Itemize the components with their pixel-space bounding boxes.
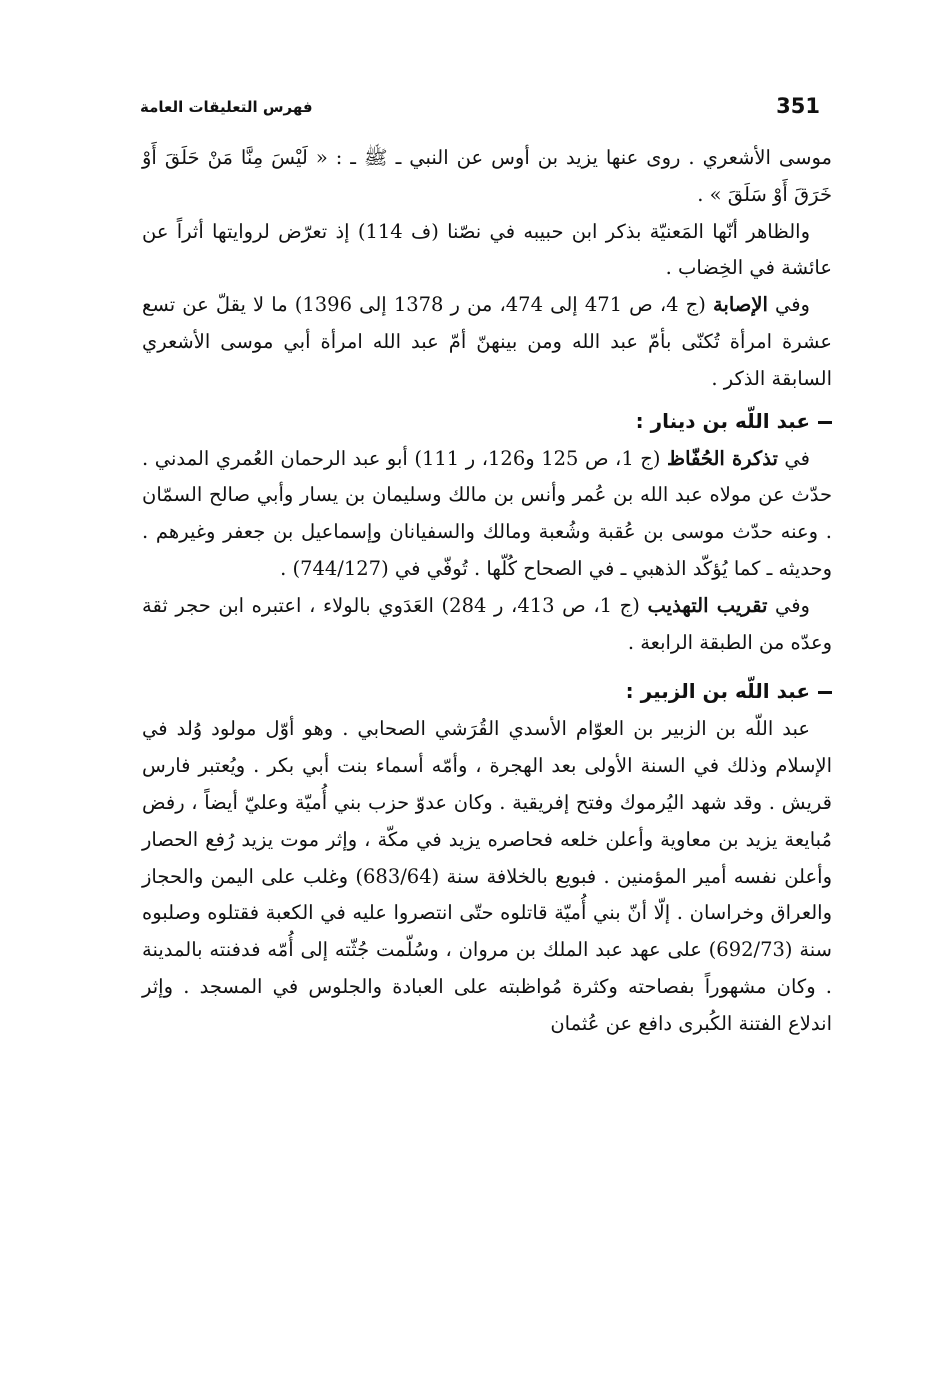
paragraph-rest: (ج 1، ص 413، ر 284) العَدَوي بالولاء ، اعتبره ابن حجر ثقة وعدّه من الطبقة الرابعة .: [142, 593, 832, 654]
source-title: الإصابة: [712, 293, 768, 317]
paragraph-continuation: موسى الأشعري . روى عنها يزيد بن أوس عن النبي ـ ﷺ ـ : « لَيْسَ مِنَّا مَنْ حَلَقَ أَوْ خَرَقَ أَوْ سَلَقَ » .: [142, 146, 832, 206]
paragraph-zubayr-biography: عبد اللّه بن الزبير بن العوّام الأسدي القُرَشي الصحابي . وهو أوّل مولود وُلد في الإسلام وذلك في السنة الأولى بعد الهجرة ، وأمّه أسماء بنت أبي بكر . ويُعتبر فارس قريش . وقد شهد اليُرموك وفتح إفريقية . وكان عدوّ حزب بني أُميّة وعليّ أيضاً ، رفض مُبايعة يزيد بن معاوية وأعلن خلعه فحاصره يزيد في مكّة ، وإثر موت يزيد رُفع الحصار وأعلن نفسه أمير المؤمنين . فبويع بالخلافة سنة (683/64) وغلب على اليمن والحجاز والعراق وخراسان . إلّا أنّ بني أُميّة قاتلوه حتّى انتصروا عليه في الكعبة فقتلوه وصلبوه سنة (692/73) على عهد عبد الملك بن مروان ، وسُلّمت جُثّته إلى أُمّه فدفنته بالمدينة . وكان مشهوراً بفصاحته وكثرة مُواظبته على العبادة والجلوس في المسجد . وإثر اندلاع الفتنة الكُبرى دافع عن عُثمان: [142, 717, 833, 1035]
main-text: [142, 140, 832, 1043]
heading-text: عبد اللّه بن دينار :: [635, 408, 810, 433]
paragraph-lead: وفي: [774, 293, 810, 317]
running-head: [140, 94, 820, 128]
paragraph-khidab: والظاهر أنّها المَعنيّة بذكر ابن حبيبه في نصّنا (ف 114) إذ تعرّض لروايتها أثراً عن عائشة في الخِضاب .: [142, 219, 832, 280]
source-title: تذكرة الحُفّاظ: [667, 446, 778, 470]
paragraph-tadhkira: [142, 441, 832, 588]
entry-heading-zubayr: [142, 671, 832, 711]
page-number: 351: [776, 94, 820, 118]
paragraph-taqrib: [142, 588, 832, 662]
source-title: تقريب التهذيب: [647, 593, 768, 617]
paragraph-isaba: [142, 287, 832, 397]
dash-icon: [818, 691, 832, 694]
entry-heading-dinar: [142, 401, 832, 441]
paragraph-lead: في: [784, 446, 810, 470]
running-title: فهرس التعليقات العامة: [140, 98, 313, 116]
paragraph-lead: وفي: [774, 593, 810, 617]
dash-icon: [818, 421, 832, 424]
heading-text: عبد اللّه بن الزبير :: [625, 679, 810, 704]
paragraph-rest: (ج 4، ص 471 إلى 474، من ر 1378 إلى 1396) ما لا يقلّ عن تسع عشرة امرأة تُكنّى بأمّ عبد الله ومن بينهنّ أمّ عبد الله امرأة أبي موسى الأشعري السابقة الذكر .: [142, 293, 832, 390]
paragraph-rest: (ج 1، ص 125 و126، ر 111) أبو عبد الرحمان العُمري المدني . حدّث عن مولاه عبد الله بن عُمر وأنس بن مالك وسليمان بن يسار وأبي صالح السمّان . وعنه حدّث موسى بن عُقبة وشُعبة ومالك والسفيانان وإسماعيل بن جعفر وغيرهم . وحديثه ـ كما يُؤكّد الذهبي ـ في الصحاح كُلّها . تُوفّي في (744/127) .: [142, 446, 832, 580]
